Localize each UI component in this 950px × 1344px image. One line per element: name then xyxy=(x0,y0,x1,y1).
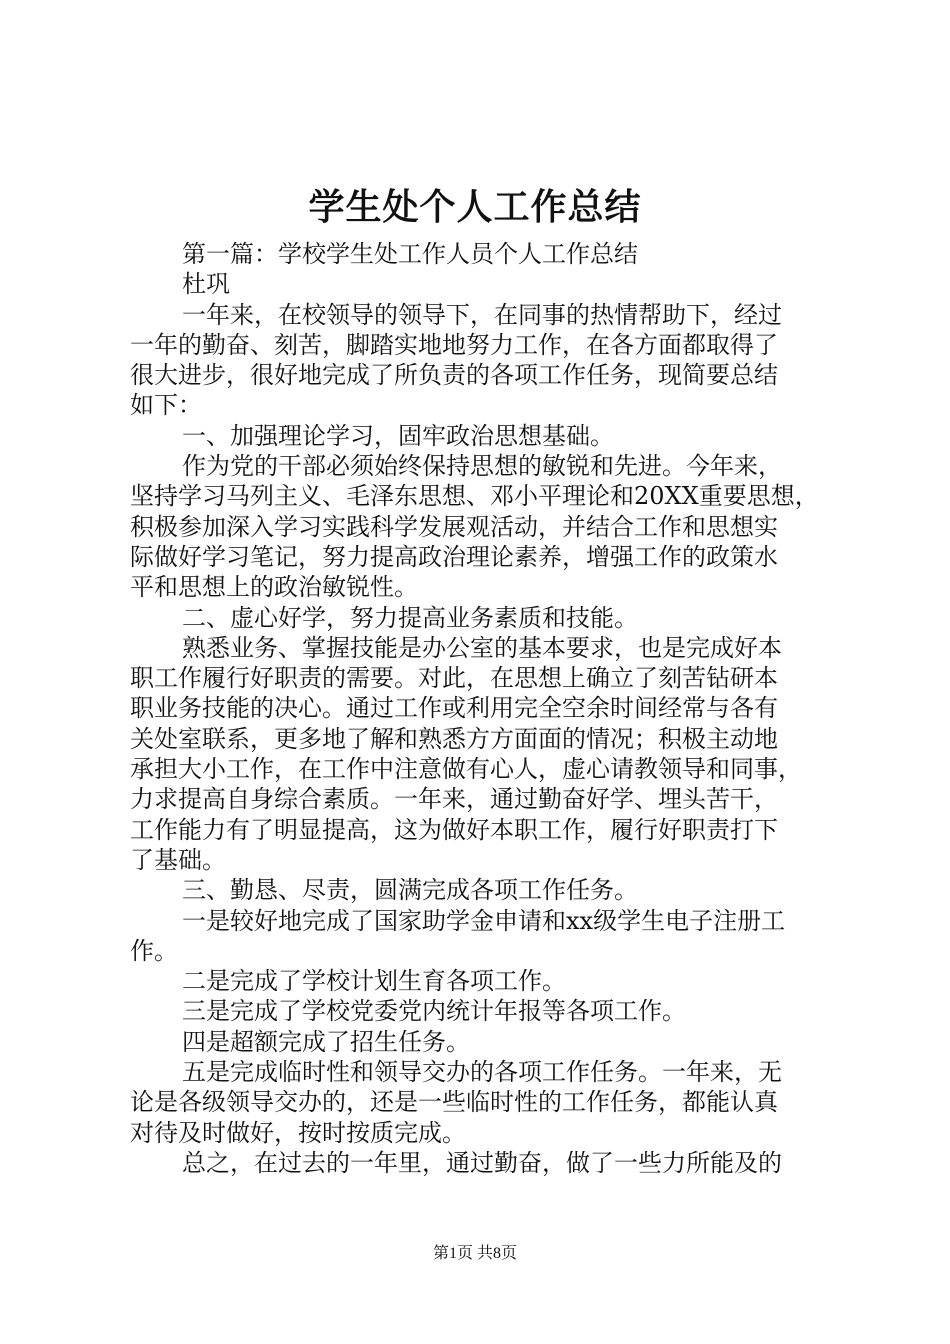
text-line: 如下： xyxy=(130,391,202,420)
text-line: 关处室联系，更多地了解和熟悉方方面面的情况；积极主动地 xyxy=(130,724,778,753)
text-line: 一年来，在校领导的领导下，在同事的热情帮助下，经过 xyxy=(182,300,782,329)
text-line: 平和思想上的政治敏锐性。 xyxy=(130,573,418,602)
text-line: 一、加强理论学习，固牢政治思想基础。 xyxy=(182,421,614,450)
text-line: 三、勤恳、尽责，圆满完成各项工作任务。 xyxy=(182,876,638,905)
text-line: 五是完成临时性和领导交办的各项工作任务。一年来，无 xyxy=(182,1058,782,1087)
text-line: 承担大小工作，在工作中注意做有心人，虚心请教领导和同事， xyxy=(130,755,802,784)
text-line: 了基础。 xyxy=(130,845,226,874)
text-line: 四是超额完成了招生任务。 xyxy=(182,1027,470,1056)
text-line: 很大进步，很好地完成了所负责的各项工作任务，现简要总结 xyxy=(130,361,778,390)
text-line: 杜巩 xyxy=(182,270,230,299)
document-body xyxy=(130,239,826,1178)
text-line: 积极参加深入学习实践科学发展观活动，并结合工作和思想实 xyxy=(130,512,778,541)
text-line: 作为党的干部必须始终保持思想的敏锐和先进。今年来， xyxy=(182,452,782,481)
text-line: 坚持学习马列主义、毛泽东思想、邓小平理论和20XX重要思想， xyxy=(130,482,819,511)
text-line: 一是较好地完成了国家助学金申请和xx级学生电子注册工 xyxy=(182,906,786,935)
text-line: 作。 xyxy=(130,936,178,965)
text-line: 熟悉业务、掌握技能是办公室的基本要求，也是完成好本 xyxy=(182,633,782,662)
document-title: 学生处个人工作总结 xyxy=(308,187,642,228)
text-line: 第一篇：学校学生处工作人员个人工作总结 xyxy=(182,240,638,268)
page-footer: 第1页 共8页 xyxy=(432,1245,517,1262)
text-line: 职工作履行好职责的需要。对此，在思想上确立了刻苦钻研本 xyxy=(130,664,778,693)
text-line: 工作能力有了明显提高，这为做好本职工作，履行好职责打下 xyxy=(130,815,778,844)
text-line: 论是各级领导交办的，还是一些临时性的工作任务，都能认真 xyxy=(130,1088,778,1117)
text-line: 职业务技能的决心。通过工作或利用完全空余时间经常与各有 xyxy=(130,694,778,723)
text-line: 一年的勤奋、刻苦，脚踏实地地努力工作，在各方面都取得了 xyxy=(130,330,778,359)
text-line: 际做好学习笔记，努力提高政治理论素养，增强工作的政策水 xyxy=(130,542,778,571)
text-line: 二是完成了学校计划生育各项工作。 xyxy=(182,967,566,996)
text-line: 总之，在过去的一年里，通过勤奋，做了一些力所能及的 xyxy=(182,1148,782,1177)
text-line: 对待及时做好，按时按质完成。 xyxy=(130,1118,466,1147)
text-line: 力求提高自身综合素质。一年来，通过勤奋好学、埋头苦干， xyxy=(130,785,778,814)
text-line: 三是完成了学校党委党内统计年报等各项工作。 xyxy=(182,997,686,1026)
text-line: 二、虚心好学，努力提高业务素质和技能。 xyxy=(182,603,638,632)
